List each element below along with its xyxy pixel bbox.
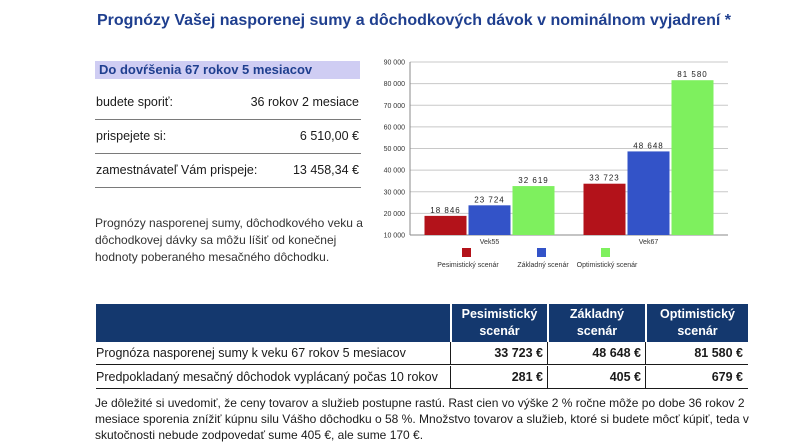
panel-heading: Do dovŕšenia 67 rokov 5 mesiacov <box>95 61 360 79</box>
legend-swatch <box>601 248 610 257</box>
data-label: 32 619 <box>518 176 549 186</box>
header-pessimistic: Pesimistický scenár <box>461 307 538 338</box>
bar-0-1 <box>469 205 511 235</box>
header-base: Základný scenár <box>569 307 625 338</box>
y-tick-label: 70 000 <box>383 102 405 110</box>
x-tick-label: Vek55 <box>479 239 500 246</box>
row-label: prispejete si: <box>96 129 167 143</box>
y-tick-label: 60 000 <box>383 124 405 132</box>
y-tick-label: 10 000 <box>383 232 405 240</box>
x-tick-label: Vek67 <box>638 239 659 246</box>
cell-base: 48 648 € <box>592 346 641 360</box>
cell-optimistic: 81 580 € <box>694 346 743 360</box>
legend-label: Základný scenár <box>517 262 569 269</box>
forecast-note: Prognózy nasporenej sumy, dôchodkového veku a dôchodkovej dávky sa môžu líšiť od konečnej hodnoty poberaného mesačného dôchodku. <box>95 216 363 264</box>
header-optimistic: Optimistický scenár <box>659 307 736 338</box>
y-tick-label: 30 000 <box>383 189 405 197</box>
page-title: Prognózy Vašej nasporenej sumy a dôchodkových dávok v nominálnom vyjadrení * <box>97 12 731 29</box>
cell-optimistic: 679 € <box>711 370 743 384</box>
table-row <box>96 366 748 389</box>
own-contribution-row <box>95 119 361 154</box>
bar-0-0 <box>425 216 467 235</box>
legend-label: Pesimistický scenár <box>437 262 499 269</box>
row-value: 36 rokov 2 mesiace <box>250 95 359 109</box>
cell-base: 405 € <box>609 370 641 384</box>
table-row <box>96 342 748 365</box>
row-label: Prognóza nasporenej sumy k veku 67 rokov 5 mesiacov <box>96 346 406 360</box>
legend-swatch <box>537 248 546 257</box>
data-label: 18 846 <box>430 205 461 215</box>
y-tick-label: 40 000 <box>383 167 405 175</box>
y-tick-label: 80 000 <box>383 81 405 89</box>
employer-contribution-row <box>95 153 361 188</box>
data-label: 48 648 <box>633 141 664 151</box>
y-tick-label: 20 000 <box>383 210 405 218</box>
row-label: zamestnávateľ Vám prispeje: <box>96 163 258 177</box>
legend-label: Optimistický scenár <box>576 262 638 269</box>
bar-1-1 <box>628 151 670 235</box>
bar-1-0 <box>584 184 626 235</box>
row-label: Predpokladaný mesačný dôchodok vyplácaný počas 10 rokov <box>96 370 438 384</box>
row-label: budete sporiť: <box>96 95 173 109</box>
savings-bar-chart <box>370 55 755 285</box>
bar-1-2 <box>672 80 714 235</box>
saving-duration-row <box>95 85 361 120</box>
y-tick-label: 50 000 <box>383 146 405 153</box>
data-label: 81 580 <box>677 70 708 80</box>
inflation-disclaimer: Je dôležité si uvedomiť, že ceny tovarov a služieb postupne rastú. Rast cien vo výške 2 % ročne môže po dobe 36 rokov 2 mesiace sporenia znížiť kúpnu silu Vášho dôchodku o 58 %. Množstvo tovarov a služieb, ktoré si budete môcť kúpiť, teda v skutočnosti nebude zodpovedať sume 405 €, ale sume 170 €. <box>95 396 749 442</box>
row-value: 6 510,00 € <box>299 129 359 143</box>
data-label: 23 724 <box>474 195 505 205</box>
y-tick-label: 90 000 <box>383 59 405 67</box>
cell-pessimistic: 281 € <box>511 370 543 384</box>
row-value: 13 458,34 € <box>292 163 359 177</box>
table-header <box>96 304 748 342</box>
data-label: 33 723 <box>589 173 620 183</box>
legend-swatch <box>462 248 471 257</box>
bar-0-2 <box>513 186 555 235</box>
cell-pessimistic: 33 723 € <box>494 346 543 360</box>
